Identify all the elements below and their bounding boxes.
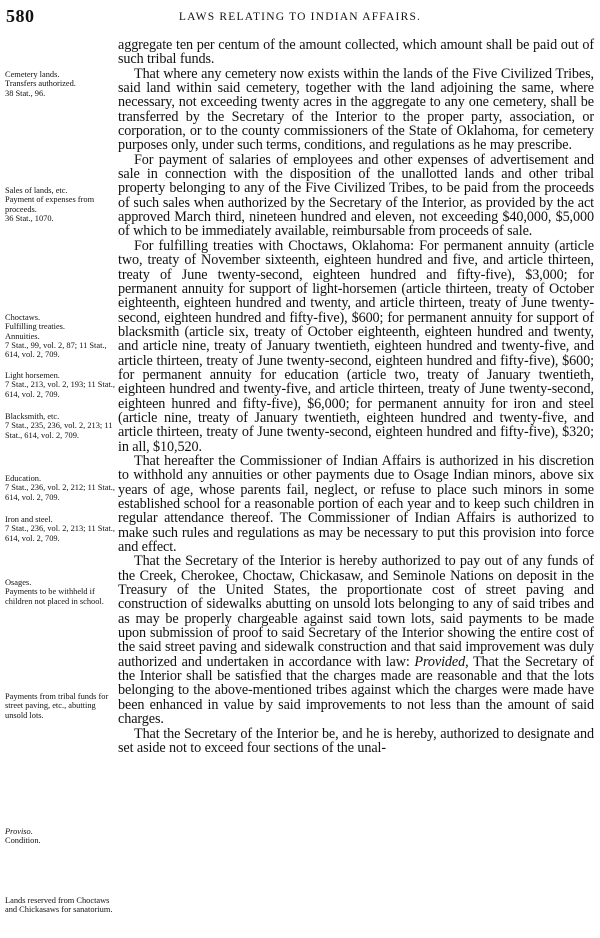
margin-note-line: 7 Stat., 235, 236, vol. 2, 213; 11 Stat., 614, vol. 2, 709. <box>5 421 113 440</box>
margin-note-iron-steel <box>5 515 117 543</box>
margin-note-line: 7 Stat., 236, vol. 2, 213; 11 Stat., 614, vol. 2, 709. <box>5 524 115 543</box>
margin-note-line: Sales of lands, etc. <box>5 186 68 195</box>
margin-note-line: Blacksmith, etc. <box>5 412 60 421</box>
page-number: 580 <box>6 6 35 26</box>
paragraph <box>118 554 594 726</box>
margin-note-line: 38 Stat., 96. <box>5 88 46 98</box>
margin-note-line: 7 Stat., 213, vol. 2, 193; 11 Stat., 614, vol. 2, 709. <box>5 380 115 399</box>
paragraph-text: That the Secretary of the Interior is hereby authorized to pay out of any funds of the Creek, Cherokee, Choctaw, Chickasaw, and Seminole Nations on deposit in the Treasury of the United States, the proportionate cost of street paving and construction of sidewalks abutting on unsold lots belonging to any of said tribes and as may be properly chargeable against said town lots, said payments to be made upon submission of proof to said Secretary of the Interior showing the entire cost of the said street paving and sidewalk construction and that said improvement was duly authorized and undertaken in accordance with law: <box>118 553 594 670</box>
margin-note-line: 36 Stat., 1070. <box>5 213 54 223</box>
margin-note-line: 7 Stat., 99, vol. 2, 87; 11 Stat., 614, vol. 2, 709. <box>5 340 107 360</box>
margin-note-line: Iron and steel. <box>5 515 53 524</box>
margin-note-sales <box>5 186 117 223</box>
margin-note-osages <box>5 578 117 606</box>
margin-note-line: Proviso. <box>5 827 33 836</box>
margin-note-line: Payments to be withheld if children not placed in school. <box>5 587 104 606</box>
proviso-label: Provided, <box>414 653 469 670</box>
paragraph: That the Secretary of the Interior be, and he is hereby, authorized to designate and set aside not to exceed four sections of the unal- <box>118 725 594 756</box>
margin-note-line: Education. <box>5 474 42 483</box>
margin-note-line: Condition. <box>5 836 41 846</box>
paragraph: For payment of salaries of employees and other expenses of advertisement and sale in connection with the disposition of the unallotted lands and other tribal property belonging to any of the Five Civilized Tribes, to be paid from the proceeds of such sales when authorized by the Secretary of the Interior, as provided by the act approved March third, nineteen hundred and eleven, not exceeding $40,000, $5,000 of which to be immediately available, reimbursable from proceeds of sale. <box>118 151 594 240</box>
margin-note-line: Annuities. <box>5 331 40 341</box>
paragraph: That where any cemetery now exists within the lands of the Five Civilized Tribes, said land within said cemetery, together with the land adjoining the same, where necessary, not exceeding twenty acres in the aggregate to any one cemetery, shall be transferred by the Secretary of the Interior to the proper party, association, or corporation, or to the county commissioners of the State of Oklahoma, for cemetery purposes only, under such terms, conditions, and regulations as he may prescribe. <box>118 65 594 154</box>
paragraph: aggregate ten per centum of the amount collected, which amount shall be paid out of such tribal funds. <box>118 37 594 68</box>
margin-note-line: 7 Stat., 236, vol. 2, 212; 11 Stat., 614, vol. 2, 709. <box>5 483 115 502</box>
margin-note-cemetery <box>5 70 117 98</box>
paragraph-text: That the Secretary of the Interior shall be satisfied that the charges made are reasonable and that the lots belonging to the above-mentioned tribes against which the charges were made have been enhanced in value by said improvements to not less than the amount of said charges. <box>118 653 594 728</box>
running-title: LAWS RELATING TO INDIAN AFFAIRS. <box>178 11 422 23</box>
margin-note-line: Light horsemen. <box>5 371 60 380</box>
margin-note-line: Transfers authorized. <box>5 79 76 89</box>
page-header <box>6 6 594 32</box>
margin-note-sanatorium <box>5 896 117 915</box>
margin-note-line: Osages. <box>5 578 32 587</box>
body-text <box>118 38 594 755</box>
margin-note-line: Cemetery lands. <box>5 70 60 79</box>
paragraph: That hereafter the Commissioner of Indian Affairs is authorized in his discretion to withhold any annuities or other payments due to Osage Indian minors, above six years of age, whose parents fail, neglect, or refuse to place such minors in some established school for a reasonable portion of each year and to keep such children in regular attendance thereof. The Commissioner of Indian Affairs is authorized to make such rules and regulations as may be necessary to put this provision into force and effect. <box>118 452 594 556</box>
margin-note-line: Payments from tribal funds for street paving, etc., abutting unsold lots. <box>5 692 109 720</box>
margin-note-education <box>5 474 117 502</box>
margin-note-line: Fulfilling treaties. <box>5 322 66 332</box>
margin-note-blacksmith <box>5 412 117 440</box>
paragraph: For fulfilling treaties with Choctaws, Oklahoma: For permanent annuity (article two, treaty of November sixteenth, eighteen hundred and five, and article thirteen, treaty of June twenty-second, eighteen hundred and fifty-five), $3,000; for permanent annuity for support of light-horsemen (article thirteen, treaty of October eighteenth, eighteen hundred and twenty, and article thirteen, treaty of June twenty-second, eighteen hundred and fifty-five), $600; for permanent annuity for support of blacksmith (article six, treaty of October eighteenth, eighteen hundred and twenty, and article nine, treaty of January twentieth, eighteen hundred and twenty-five, and article thirteen, treaty of June twenty-second, eighteen hundred and fifty-five), $600; for permanent annuity for education (article two, treaty of January twentieth, eighteen hundred and twenty-five, and article thirteen, treaty of June twenty-second, eighteen hunred and fifty-five), $6,000; for permanent annuity for iron and steel (article nine, treaty of January twentieth, eighteen hundred and twenty-five, and article thirteen, treaty of June twenty-second, eighteen hundred and fifty-five), $320; in all, $10,520. <box>118 237 594 455</box>
margin-note-line: Payment of expenses from proceeds. <box>5 195 95 214</box>
margin-note-line: Lands reserved from Choctaws and Chickasaws for sanatorium. <box>5 896 113 915</box>
margin-note-street-paving <box>5 692 117 720</box>
margin-note-proviso <box>5 827 117 846</box>
margin-note-choctaws <box>5 313 117 359</box>
margin-note-line: Choctaws. <box>5 313 41 322</box>
margin-note-light-horsemen <box>5 371 117 399</box>
